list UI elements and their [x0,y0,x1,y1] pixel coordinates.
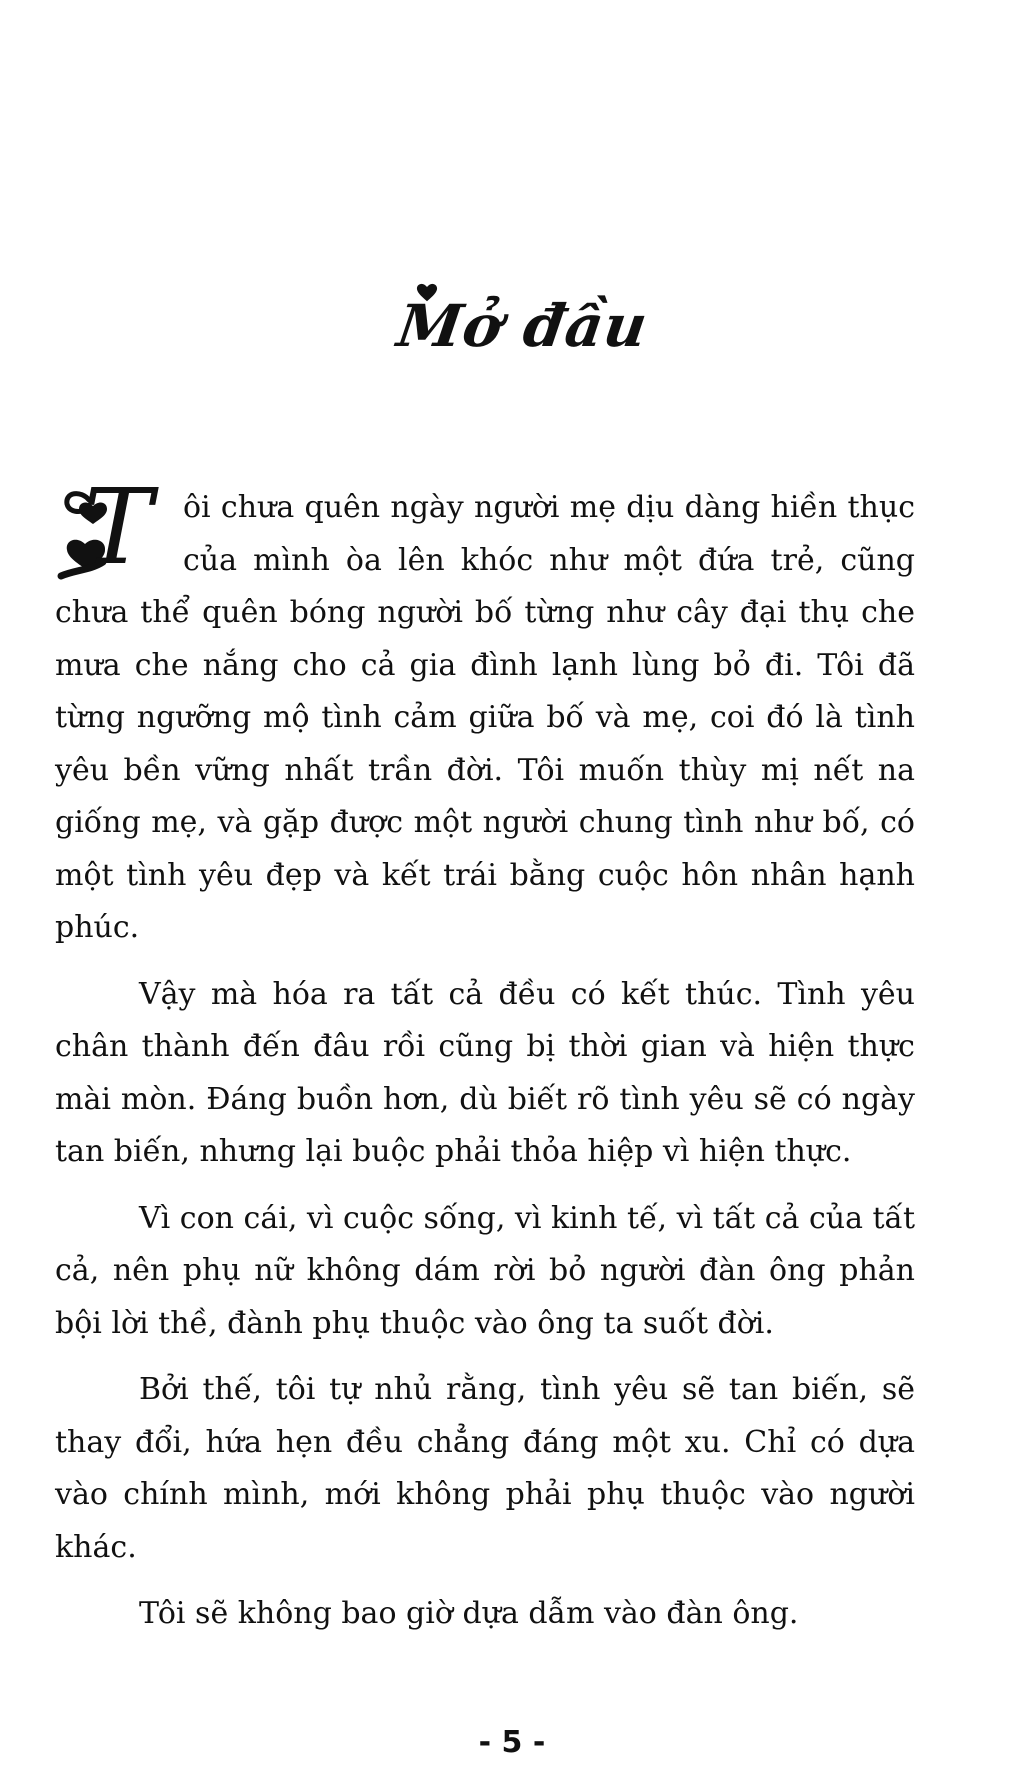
paragraph-text: ôi chưa quên ngày người mẹ dịu dàng hiền thục của mình òa lên khóc như một đứa trẻ, cũng chưa thể quên bóng người bố từng như cây đại thụ che mưa che nắng cho cả gia đình lạnh lùng bỏ đi. Tôi đã từng ngưỡng mộ tình cảm giữa bố và mẹ, coi đó là tình yêu bền vững nhất trần đời. Tôi muốn thùy mị nết na giống mẹ, và gặp được một người chung tình như bố, có một tình yêu đẹp và kết trái bằng cuộc hôn nhân hạnh phúc. [55,490,915,945]
drop-cap [55,466,167,588]
body-text [55,466,915,1655]
chapter-title [380,280,653,390]
paragraph: Bởi thế, tôi tự nhủ rằng, tình yêu sẽ tan biến, sẽ thay đổi, hứa hẹn đều chẳng đáng một xu. Chỉ có dựa vào chính mình, mới không phải phụ thuộc vào người khác. [55,1372,915,1565]
paragraph: Vì con cái, vì cuộc sống, vì kinh tế, vì tất cả của tất cả, nên phụ nữ không dám rời bỏ người đàn ông phản bội lời thề, đành phụ thuộc vào ông ta suốt đời. [55,1200,915,1341]
paragraph: Vậy mà hóa ra tất cả đều có kết thúc. Tình yêu chân thành đến đâu rồi cũng bị thời gian và hiện thực mài mòn. Đáng buồn hơn, dù biết rõ tình yêu sẽ có ngày tan biến, nhưng lại buộc phải thỏa hiệp vì hiện thực. [55,976,915,1169]
page-number: - 5 - [478,1725,546,1760]
drop-cap-letter: T [83,466,153,588]
chapter-title-text: Mở đầu [393,292,653,360]
paragraph [55,466,915,955]
paragraph: Tôi sẽ không bao giờ dựa dẫm vào đàn ông. [139,1596,799,1631]
